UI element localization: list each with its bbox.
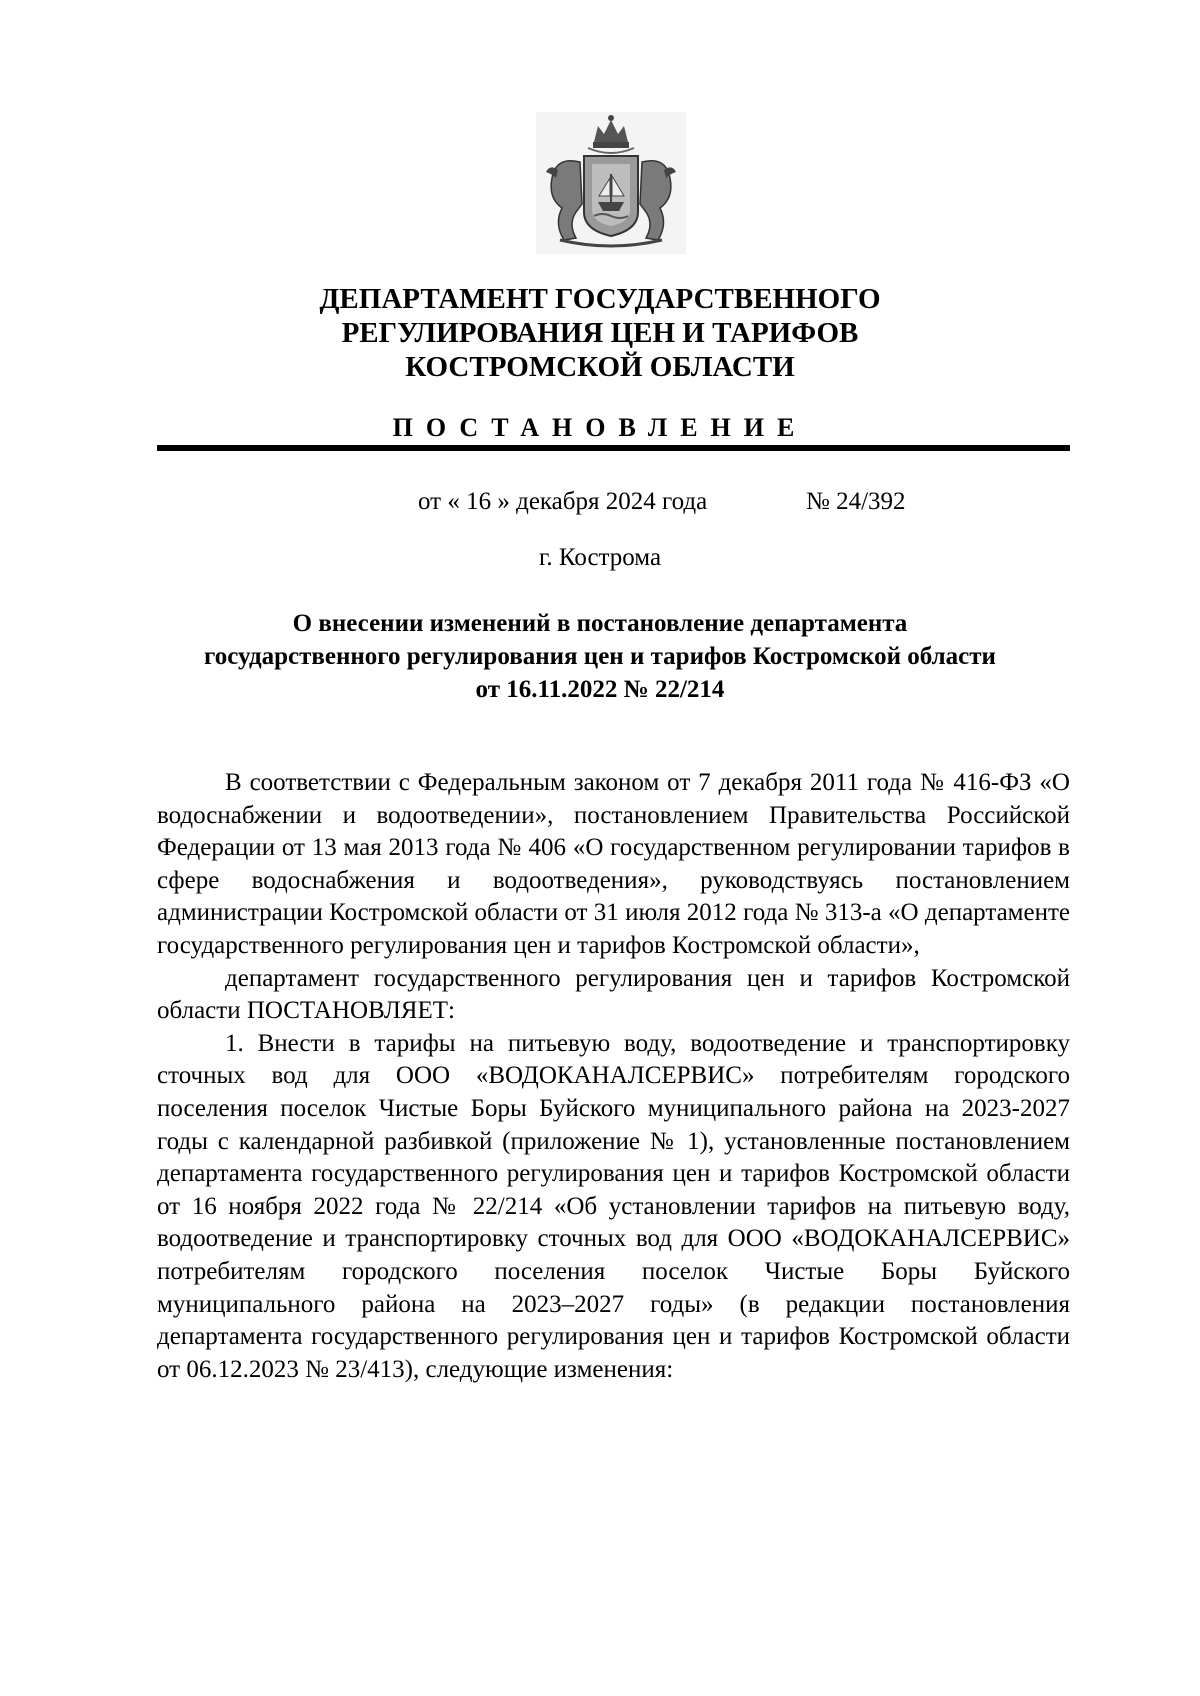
subject-line: от 16.11.2022 № 22/214	[475, 676, 725, 703]
kostroma-region-coat-of-arms-icon	[536, 112, 686, 254]
decree-date: от « 16 » декабря 2024 года	[418, 488, 708, 515]
document-type-heading: ПОСТАНОВЛЕНИЕ	[392, 413, 808, 442]
issue-city: г. Кострома	[538, 544, 662, 571]
item-1-paragraph: 1. Внести в тарифы на питьевую воду, водоотведение и транспортировку сточных вод для ООО «ВОДОКАНАЛСЕРВИС» потребителям городского поселения поселок Чистые Боры Буйского муниципального района на 2023-2027 годы с календарной разбивкой (приложение № 1), установленные постановлением департамента государственного регулирования цен и тарифов Костромской области от 16 ноября 2022 года № 22/214 «Об установлении тарифов на питьевую воду, водоотведение и транспортировку сточных вод для ООО «ВОДОКАНАЛСЕРВИС» потребителям городского поселения поселок Чистые Боры Буйского муниципального района на 2023–2027 годы» (в редакции постановления департамента государственного регулирования цен и тарифов Костромской области от 06.12.2023 № 23/413), следующие изменения:	[157, 1029, 1070, 1383]
department-name-line: КОСТРОМСКОЙ ОБЛАСТИ	[405, 351, 795, 383]
preamble-paragraph: В соответствии с Федеральным законом от 7 декабря 2011 года № 416-ФЗ «О водоснабжении и водоотведении», постановлением Правительства Российской Федерации от 13 мая 2013 года № 406 «О государственном регулировании тарифов в сфере водоснабжения и водоотведения», руководствуясь постановлением администрации Костромской области от 31 июля 2012 года № 313-а «О департаменте государственного регулирования цен и тарифов Костромской области»,	[157, 769, 1070, 959]
decree-body	[157, 767, 1070, 1386]
department-name-line: ДЕПАРТАМЕНТ ГОСУДАРСТВЕННОГО	[319, 283, 881, 315]
resolves-paragraph: департамент государственного регулирования цен и тарифов Костромской области ПОСТАНОВЛЯЕТ:	[157, 964, 1070, 1025]
department-name	[0, 282, 1200, 384]
decree-subject	[0, 607, 1200, 706]
department-name-line: РЕГУЛИРОВАНИЯ ЦЕН И ТАРИФОВ	[341, 317, 859, 349]
subject-line: О внесении изменений в постановление департамента	[292, 610, 908, 637]
decree-number: № 24/392	[806, 488, 906, 515]
header-divider	[157, 445, 1070, 451]
subject-line: государственного регулирования цен и тарифов Костромской области	[204, 643, 996, 670]
